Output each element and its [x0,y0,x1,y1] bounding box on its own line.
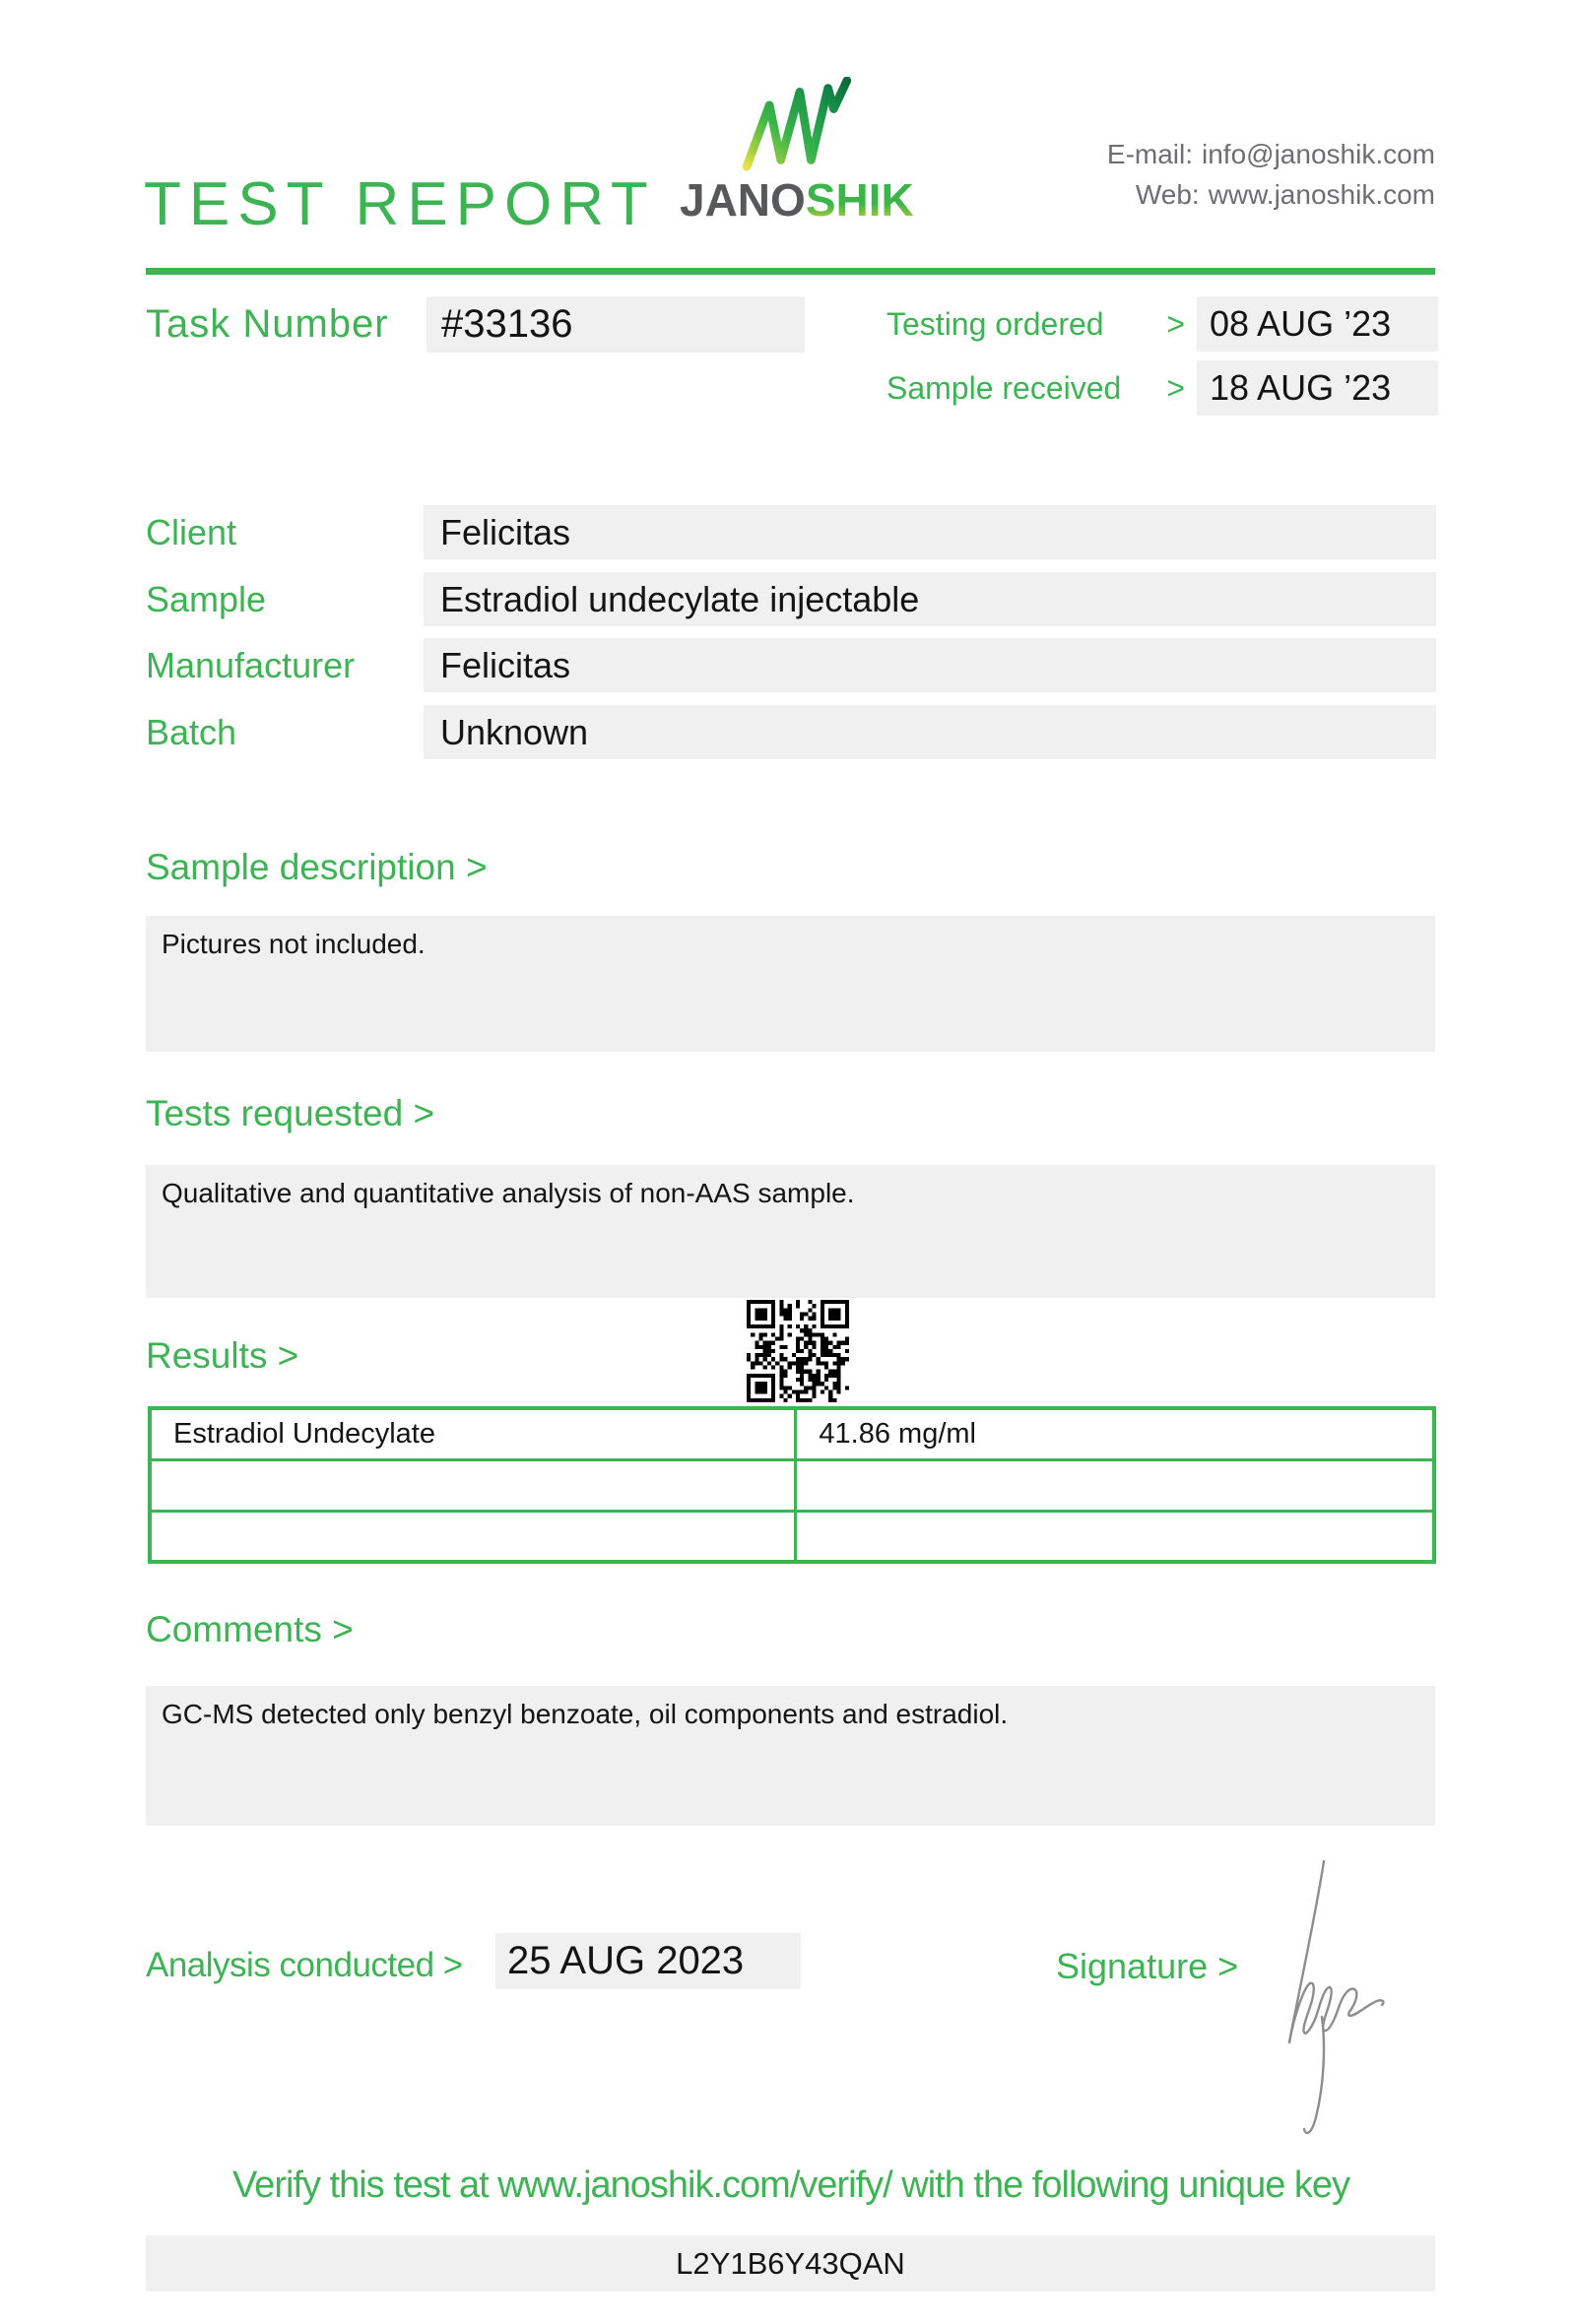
contact-block [1107,134,1435,215]
result-value [796,1511,1434,1562]
janoshik-logo [680,77,912,226]
result-analyte [150,1511,796,1562]
logo-word-gray: JANO [680,174,806,226]
header-divider [146,268,1435,275]
contact-web [1107,174,1435,215]
comments-body: GC-MS detected only benzyl benzoate, oil components and estradiol. [146,1686,1435,1826]
result-analyte: Estradiol Undecylate [150,1408,796,1459]
results-row [150,1511,1434,1562]
client-value: Felicitas [424,505,1436,559]
sample-description-body: Pictures not included. [146,916,1435,1052]
sample-row [146,572,1436,626]
sample-received-value: 18 AUG ’23 [1197,360,1438,416]
logo-word-green: SHIK [805,174,914,226]
chevron-right-icon: > [1166,369,1185,406]
analysis-conducted-label: Analysis conducted > [146,1946,463,1984]
manufacturer-label: Manufacturer [146,644,356,685]
task-number-value: #33136 [427,296,805,353]
client-row [146,505,1436,559]
sample-description-heading: Sample description > [146,847,488,887]
results-row [150,1459,1434,1511]
signature-image [1261,1849,1409,2145]
qr-code [747,1300,849,1402]
results-heading: Results > [146,1335,299,1376]
chevron-right-icon: > [1166,305,1185,342]
client-label: Client [146,511,237,552]
sample-label: Sample [146,578,267,619]
batch-label: Batch [146,711,237,752]
results-table [148,1406,1436,1564]
batch-value: Unknown [424,705,1436,759]
result-analyte [150,1459,796,1511]
results-row [150,1408,1434,1459]
logo-wordmark [680,173,912,226]
manufacturer-value: Felicitas [424,638,1436,692]
sample-received-label: Sample received [886,369,1122,406]
result-value [796,1459,1434,1511]
email-label: E-mail: [1106,139,1194,169]
trend-chart-icon [738,77,854,171]
contact-email [1107,134,1435,174]
testing-ordered-label: Testing ordered [886,305,1104,342]
tests-requested-heading: Tests requested > [146,1093,435,1133]
testing-ordered-row [886,296,1438,352]
testing-ordered-value: 08 AUG ’23 [1197,296,1438,352]
verify-instructions: Verify this test at www.janoshik.com/verify/ with the following unique key [231,2164,1350,2206]
analysis-conducted-date: 25 AUG 2023 [495,1933,801,1989]
tests-requested-body: Qualitative and quantitative analysis of non-AAS sample. [146,1165,1435,1298]
web-label: Web: [1135,179,1200,210]
signature-label: Signature > [1056,1946,1239,1986]
sample-value: Estradiol undecylate injectable [424,572,1436,626]
email-value: info@janoshik.com [1202,139,1435,169]
manufacturer-row [146,638,1436,692]
web-value: www.janoshik.com [1208,179,1435,210]
task-number-label: Task Number [146,302,389,346]
result-value: 41.86 mg/ml [796,1408,1434,1459]
batch-row [146,705,1436,759]
unique-key: L2Y1B6Y43QAN [146,2235,1435,2292]
sample-received-row [886,360,1438,416]
page-title: TEST REPORT [144,169,656,238]
comments-heading: Comments > [146,1609,354,1649]
